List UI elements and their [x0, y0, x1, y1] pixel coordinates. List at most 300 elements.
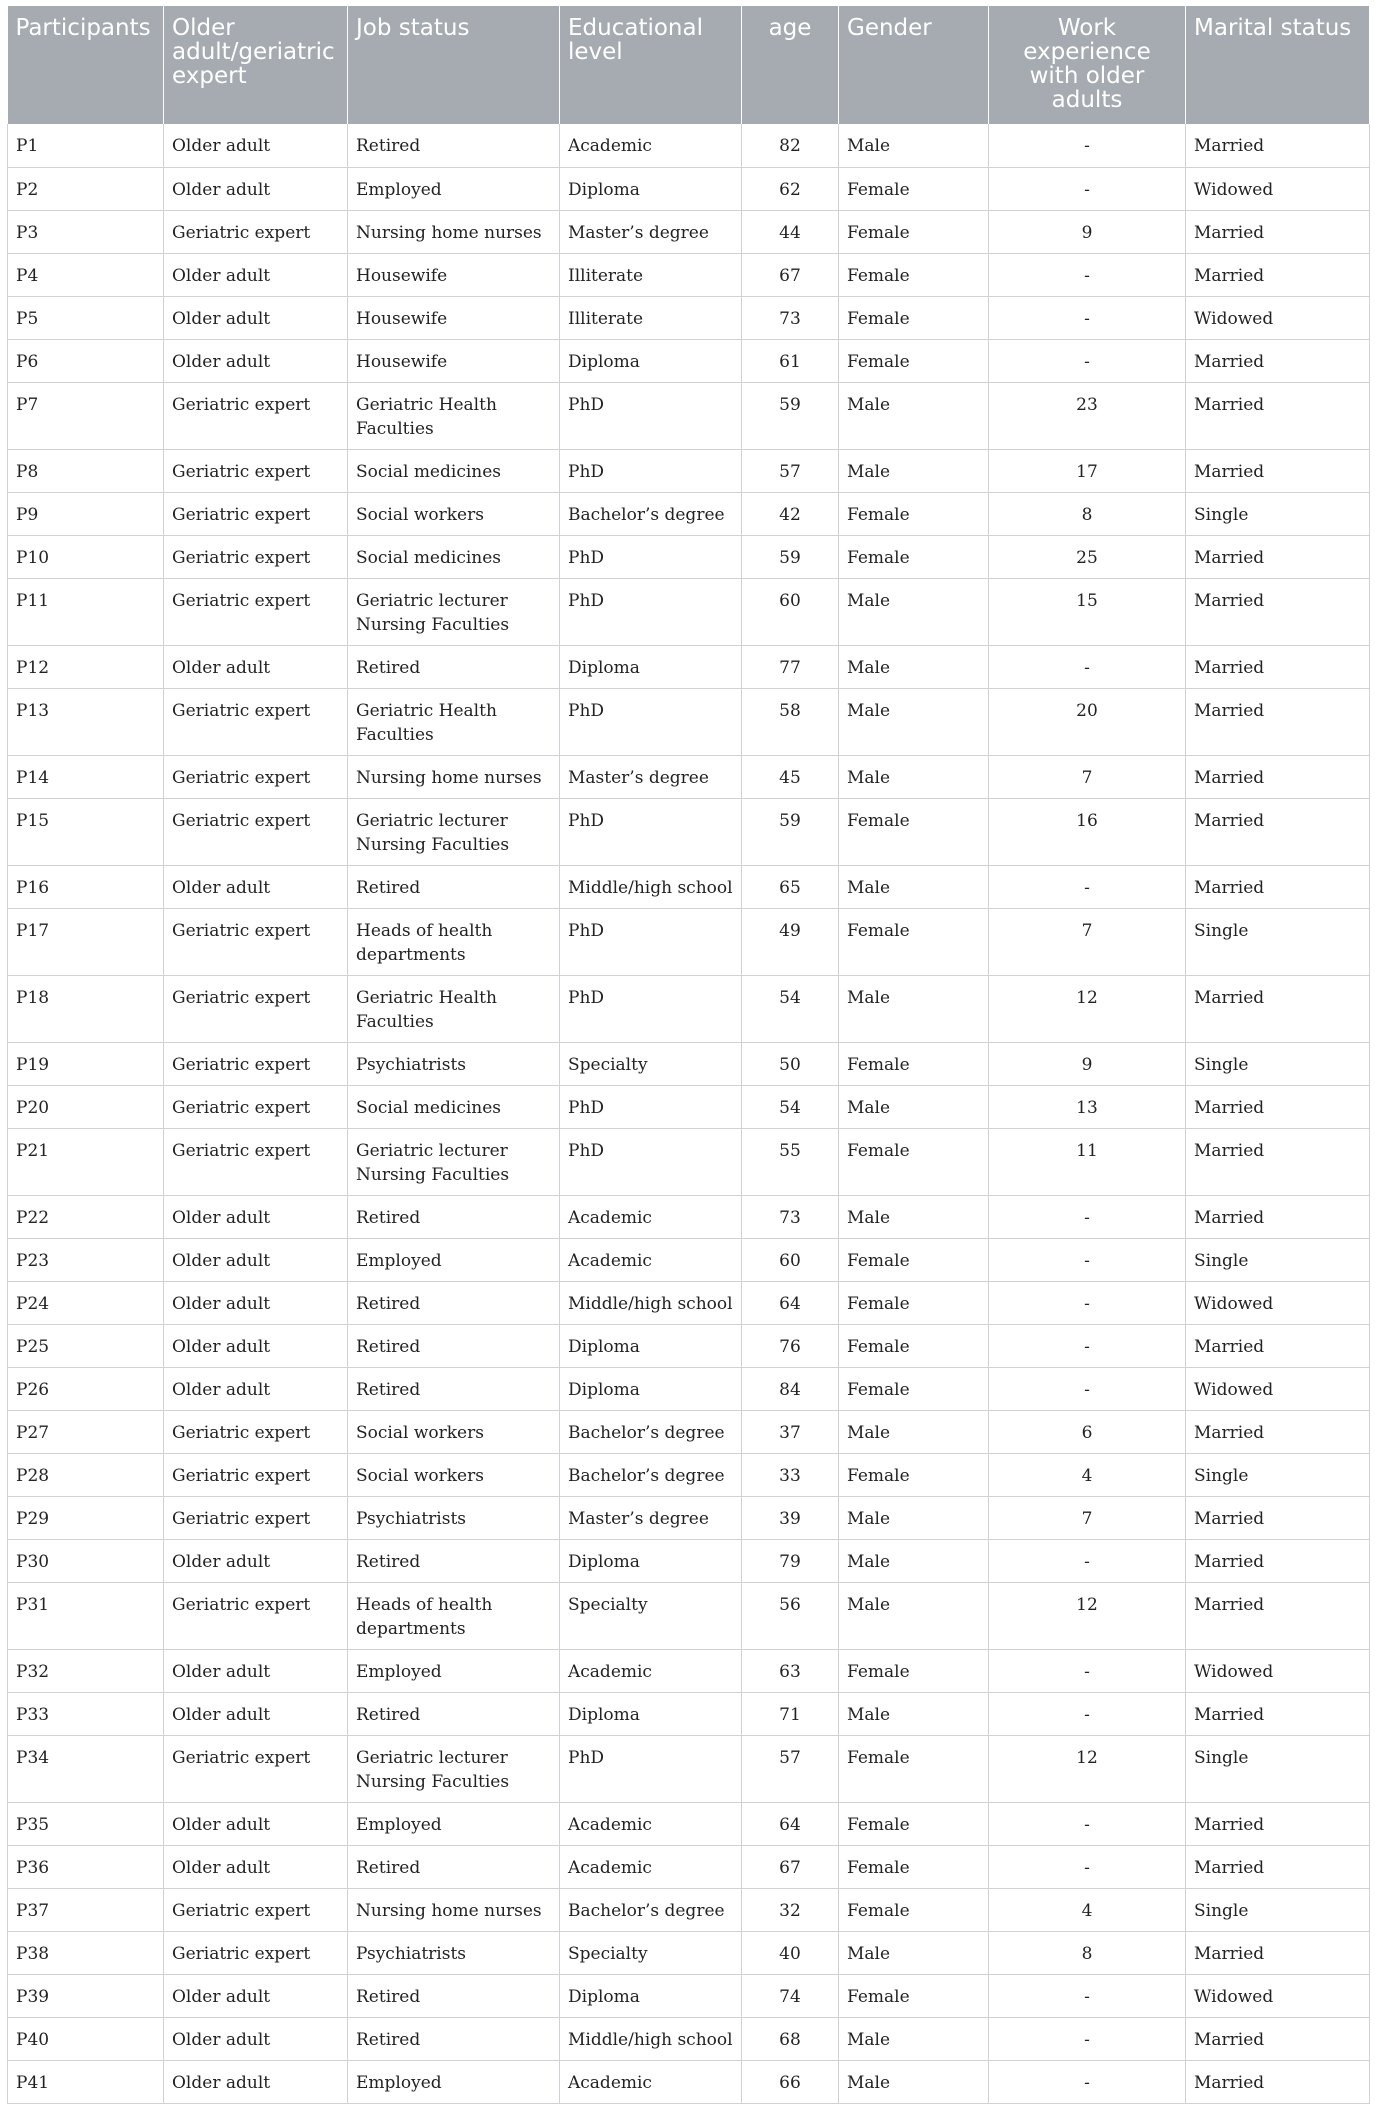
cell-marital-status: Married	[1186, 798, 1370, 865]
cell-work-experience: 4	[989, 1888, 1186, 1931]
cell-marital-status: Married	[1186, 253, 1370, 296]
cell-job-status: Housewife	[348, 253, 560, 296]
cell-gender: Female	[839, 1845, 989, 1888]
cell-work-experience: -	[989, 339, 1186, 382]
header-participants: Participants	[8, 6, 164, 124]
cell-work-experience: 9	[989, 210, 1186, 253]
cell-work-experience: -	[989, 2017, 1186, 2060]
cell-group: Geriatric expert	[164, 798, 348, 865]
cell-age: 63	[742, 1649, 839, 1692]
cell-age: 49	[742, 908, 839, 975]
cell-educational-level: Master’s degree	[560, 210, 742, 253]
cell-marital-status: Married	[1186, 1128, 1370, 1195]
cell-educational-level: PhD	[560, 1128, 742, 1195]
cell-work-experience: -	[989, 1195, 1186, 1238]
cell-job-status: Retired	[348, 2017, 560, 2060]
cell-educational-level: PhD	[560, 1735, 742, 1802]
cell-job-status: Employed	[348, 1802, 560, 1845]
cell-group: Geriatric expert	[164, 1042, 348, 1085]
cell-job-status: Retired	[348, 1539, 560, 1582]
cell-job-status: Retired	[348, 1974, 560, 2017]
cell-work-experience: -	[989, 1238, 1186, 1281]
cell-educational-level: Illiterate	[560, 253, 742, 296]
cell-marital-status: Married	[1186, 1410, 1370, 1453]
cell-marital-status: Married	[1186, 1539, 1370, 1582]
cell-age: 59	[742, 382, 839, 449]
cell-group: Geriatric expert	[164, 1735, 348, 1802]
cell-educational-level: PhD	[560, 975, 742, 1042]
cell-work-experience: 15	[989, 578, 1186, 645]
cell-marital-status: Widowed	[1186, 1974, 1370, 2017]
cell-participant-id: P41	[8, 2060, 164, 2103]
table-row	[8, 1735, 1370, 1802]
cell-work-experience: -	[989, 1649, 1186, 1692]
cell-participant-id: P4	[8, 253, 164, 296]
cell-educational-level: Academic	[560, 1802, 742, 1845]
cell-work-experience: -	[989, 1692, 1186, 1735]
cell-group: Geriatric expert	[164, 535, 348, 578]
cell-gender: Female	[839, 1649, 989, 1692]
table-row	[8, 798, 1370, 865]
cell-age: 56	[742, 1582, 839, 1649]
cell-group: Geriatric expert	[164, 210, 348, 253]
cell-work-experience: -	[989, 1845, 1186, 1888]
cell-age: 58	[742, 688, 839, 755]
cell-gender: Male	[839, 1692, 989, 1735]
cell-gender: Female	[839, 296, 989, 339]
cell-participant-id: P6	[8, 339, 164, 382]
cell-group: Older adult	[164, 167, 348, 210]
cell-age: 73	[742, 296, 839, 339]
cell-educational-level: Middle/high school	[560, 1281, 742, 1324]
cell-educational-level: Academic	[560, 2060, 742, 2103]
cell-age: 55	[742, 1128, 839, 1195]
cell-age: 62	[742, 167, 839, 210]
table-row	[8, 124, 1370, 167]
cell-participant-id: P21	[8, 1128, 164, 1195]
table-row	[8, 1582, 1370, 1649]
cell-job-status: Employed	[348, 2060, 560, 2103]
cell-gender: Male	[839, 1496, 989, 1539]
cell-work-experience: 8	[989, 1931, 1186, 1974]
cell-educational-level: Diploma	[560, 1692, 742, 1735]
table-row	[8, 1085, 1370, 1128]
cell-job-status: Social workers	[348, 1453, 560, 1496]
cell-job-status: Nursing home nurses	[348, 755, 560, 798]
cell-age: 61	[742, 339, 839, 382]
cell-job-status: Retired	[348, 1367, 560, 1410]
cell-gender: Female	[839, 1324, 989, 1367]
cell-participant-id: P30	[8, 1539, 164, 1582]
cell-participant-id: P34	[8, 1735, 164, 1802]
cell-marital-status: Married	[1186, 535, 1370, 578]
header-group: Older adult/geriatric expert	[164, 6, 348, 124]
cell-age: 54	[742, 1085, 839, 1128]
cell-educational-level: Diploma	[560, 167, 742, 210]
cell-gender: Male	[839, 755, 989, 798]
cell-educational-level: Specialty	[560, 1042, 742, 1085]
table-row	[8, 1042, 1370, 1085]
table-row	[8, 1281, 1370, 1324]
cell-group: Older adult	[164, 1649, 348, 1692]
cell-marital-status: Single	[1186, 1453, 1370, 1496]
cell-group: Geriatric expert	[164, 908, 348, 975]
cell-marital-status: Married	[1186, 210, 1370, 253]
cell-job-status: Retired	[348, 1845, 560, 1888]
header-gender: Gender	[839, 6, 989, 124]
cell-work-experience: 7	[989, 1496, 1186, 1539]
cell-age: 64	[742, 1281, 839, 1324]
cell-group: Geriatric expert	[164, 578, 348, 645]
cell-group: Geriatric expert	[164, 1128, 348, 1195]
table-row	[8, 2017, 1370, 2060]
header-age: age	[742, 6, 839, 124]
cell-gender: Female	[839, 1128, 989, 1195]
cell-educational-level: Master’s degree	[560, 755, 742, 798]
cell-age: 54	[742, 975, 839, 1042]
cell-gender: Female	[839, 1238, 989, 1281]
cell-participant-id: P13	[8, 688, 164, 755]
table-row	[8, 1128, 1370, 1195]
cell-gender: Male	[839, 688, 989, 755]
table-row	[8, 339, 1370, 382]
cell-age: 45	[742, 755, 839, 798]
cell-job-status: Housewife	[348, 339, 560, 382]
cell-marital-status: Single	[1186, 1735, 1370, 1802]
cell-work-experience: -	[989, 865, 1186, 908]
cell-educational-level: Academic	[560, 124, 742, 167]
cell-group: Geriatric expert	[164, 382, 348, 449]
cell-educational-level: Illiterate	[560, 296, 742, 339]
cell-job-status: Geriatric lecturer Nursing Faculties	[348, 1735, 560, 1802]
table-row	[8, 1931, 1370, 1974]
cell-educational-level: Diploma	[560, 1367, 742, 1410]
cell-group: Geriatric expert	[164, 449, 348, 492]
cell-participant-id: P8	[8, 449, 164, 492]
cell-job-status: Employed	[348, 1238, 560, 1281]
cell-participant-id: P35	[8, 1802, 164, 1845]
cell-work-experience: -	[989, 296, 1186, 339]
cell-educational-level: PhD	[560, 382, 742, 449]
cell-participant-id: P26	[8, 1367, 164, 1410]
cell-participant-id: P39	[8, 1974, 164, 2017]
cell-educational-level: PhD	[560, 688, 742, 755]
cell-age: 59	[742, 798, 839, 865]
cell-marital-status: Married	[1186, 124, 1370, 167]
cell-gender: Male	[839, 449, 989, 492]
table-row	[8, 578, 1370, 645]
cell-age: 42	[742, 492, 839, 535]
cell-group: Older adult	[164, 1324, 348, 1367]
cell-group: Older adult	[164, 339, 348, 382]
cell-group: Older adult	[164, 1845, 348, 1888]
table-row	[8, 535, 1370, 578]
cell-age: 37	[742, 1410, 839, 1453]
cell-job-status: Retired	[348, 124, 560, 167]
cell-age: 84	[742, 1367, 839, 1410]
cell-age: 39	[742, 1496, 839, 1539]
cell-group: Older adult	[164, 865, 348, 908]
cell-age: 65	[742, 865, 839, 908]
cell-educational-level: Diploma	[560, 339, 742, 382]
cell-age: 33	[742, 1453, 839, 1496]
cell-work-experience: -	[989, 1367, 1186, 1410]
table-row	[8, 1238, 1370, 1281]
cell-participant-id: P18	[8, 975, 164, 1042]
cell-marital-status: Widowed	[1186, 296, 1370, 339]
table-row	[8, 1802, 1370, 1845]
cell-work-experience: 25	[989, 535, 1186, 578]
cell-marital-status: Widowed	[1186, 1281, 1370, 1324]
cell-gender: Female	[839, 798, 989, 865]
cell-participant-id: P19	[8, 1042, 164, 1085]
cell-job-status: Geriatric Health Faculties	[348, 382, 560, 449]
cell-age: 76	[742, 1324, 839, 1367]
table-row	[8, 908, 1370, 975]
cell-job-status: Social workers	[348, 1410, 560, 1453]
cell-educational-level: PhD	[560, 798, 742, 865]
cell-educational-level: PhD	[560, 535, 742, 578]
table-row	[8, 1367, 1370, 1410]
cell-participant-id: P2	[8, 167, 164, 210]
cell-gender: Male	[839, 2017, 989, 2060]
cell-marital-status: Married	[1186, 2060, 1370, 2103]
cell-gender: Female	[839, 908, 989, 975]
cell-job-status: Nursing home nurses	[348, 1888, 560, 1931]
cell-job-status: Social medicines	[348, 1085, 560, 1128]
cell-educational-level: Specialty	[560, 1931, 742, 1974]
cell-work-experience: 8	[989, 492, 1186, 535]
table-row	[8, 865, 1370, 908]
cell-marital-status: Married	[1186, 975, 1370, 1042]
cell-educational-level: Academic	[560, 1845, 742, 1888]
cell-gender: Male	[839, 1582, 989, 1649]
cell-marital-status: Single	[1186, 1888, 1370, 1931]
cell-gender: Male	[839, 124, 989, 167]
cell-educational-level: Academic	[560, 1649, 742, 1692]
table-row	[8, 167, 1370, 210]
cell-group: Geriatric expert	[164, 1931, 348, 1974]
cell-job-status: Retired	[348, 1324, 560, 1367]
cell-marital-status: Married	[1186, 1845, 1370, 1888]
cell-work-experience: -	[989, 253, 1186, 296]
cell-marital-status: Married	[1186, 449, 1370, 492]
cell-gender: Female	[839, 253, 989, 296]
cell-work-experience: -	[989, 1539, 1186, 1582]
cell-marital-status: Married	[1186, 578, 1370, 645]
cell-gender: Female	[839, 1042, 989, 1085]
cell-participant-id: P1	[8, 124, 164, 167]
cell-participant-id: P25	[8, 1324, 164, 1367]
cell-group: Older adult	[164, 1974, 348, 2017]
cell-participant-id: P29	[8, 1496, 164, 1539]
cell-group: Geriatric expert	[164, 1582, 348, 1649]
cell-gender: Male	[839, 1085, 989, 1128]
table-row	[8, 253, 1370, 296]
cell-work-experience: 11	[989, 1128, 1186, 1195]
cell-gender: Male	[839, 382, 989, 449]
table-row	[8, 1845, 1370, 1888]
cell-gender: Male	[839, 865, 989, 908]
cell-work-experience: 16	[989, 798, 1186, 865]
cell-participant-id: P7	[8, 382, 164, 449]
cell-participant-id: P9	[8, 492, 164, 535]
cell-marital-status: Single	[1186, 1238, 1370, 1281]
cell-job-status: Housewife	[348, 296, 560, 339]
cell-work-experience: 12	[989, 1735, 1186, 1802]
cell-age: 40	[742, 1931, 839, 1974]
cell-work-experience: 13	[989, 1085, 1186, 1128]
cell-marital-status: Married	[1186, 2017, 1370, 2060]
cell-participant-id: P3	[8, 210, 164, 253]
cell-marital-status: Married	[1186, 382, 1370, 449]
cell-age: 74	[742, 1974, 839, 2017]
cell-participant-id: P5	[8, 296, 164, 339]
cell-participant-id: P32	[8, 1649, 164, 1692]
table-row	[8, 210, 1370, 253]
cell-educational-level: PhD	[560, 578, 742, 645]
cell-work-experience: 12	[989, 975, 1186, 1042]
cell-gender: Male	[839, 578, 989, 645]
cell-participant-id: P15	[8, 798, 164, 865]
cell-group: Older adult	[164, 1539, 348, 1582]
table-row	[8, 1692, 1370, 1735]
cell-marital-status: Widowed	[1186, 167, 1370, 210]
cell-age: 67	[742, 253, 839, 296]
cell-educational-level: PhD	[560, 908, 742, 975]
cell-group: Geriatric expert	[164, 1888, 348, 1931]
cell-job-status: Employed	[348, 1649, 560, 1692]
table-row	[8, 645, 1370, 688]
cell-participant-id: P33	[8, 1692, 164, 1735]
cell-age: 64	[742, 1802, 839, 1845]
cell-educational-level: PhD	[560, 449, 742, 492]
cell-participant-id: P20	[8, 1085, 164, 1128]
cell-group: Geriatric expert	[164, 975, 348, 1042]
cell-participant-id: P37	[8, 1888, 164, 1931]
cell-age: 60	[742, 1238, 839, 1281]
cell-marital-status: Married	[1186, 1496, 1370, 1539]
table-row	[8, 755, 1370, 798]
table-row	[8, 1888, 1370, 1931]
cell-marital-status: Married	[1186, 1324, 1370, 1367]
cell-group: Older adult	[164, 645, 348, 688]
cell-work-experience: 23	[989, 382, 1186, 449]
cell-work-experience: -	[989, 1324, 1186, 1367]
cell-job-status: Geriatric lecturer Nursing Faculties	[348, 798, 560, 865]
cell-group: Older adult	[164, 1802, 348, 1845]
table-row	[8, 1410, 1370, 1453]
cell-work-experience: -	[989, 167, 1186, 210]
cell-age: 57	[742, 1735, 839, 1802]
cell-educational-level: Middle/high school	[560, 2017, 742, 2060]
cell-group: Geriatric expert	[164, 1410, 348, 1453]
table-header-row	[8, 6, 1370, 124]
cell-participant-id: P36	[8, 1845, 164, 1888]
table-row	[8, 688, 1370, 755]
cell-participant-id: P28	[8, 1453, 164, 1496]
cell-gender: Female	[839, 1974, 989, 2017]
cell-work-experience: 12	[989, 1582, 1186, 1649]
cell-marital-status: Married	[1186, 1195, 1370, 1238]
cell-job-status: Nursing home nurses	[348, 210, 560, 253]
cell-job-status: Employed	[348, 167, 560, 210]
table-row	[8, 449, 1370, 492]
cell-age: 68	[742, 2017, 839, 2060]
participants-table	[7, 6, 1370, 2104]
cell-work-experience: -	[989, 124, 1186, 167]
cell-age: 50	[742, 1042, 839, 1085]
table-row	[8, 492, 1370, 535]
cell-job-status: Geriatric lecturer Nursing Faculties	[348, 578, 560, 645]
cell-marital-status: Married	[1186, 1582, 1370, 1649]
cell-group: Older adult	[164, 1692, 348, 1735]
cell-educational-level: Diploma	[560, 645, 742, 688]
cell-job-status: Retired	[348, 1692, 560, 1735]
cell-group: Older adult	[164, 1281, 348, 1324]
cell-age: 59	[742, 535, 839, 578]
cell-participant-id: P14	[8, 755, 164, 798]
cell-job-status: Psychiatrists	[348, 1931, 560, 1974]
cell-group: Geriatric expert	[164, 688, 348, 755]
cell-educational-level: Diploma	[560, 1324, 742, 1367]
cell-educational-level: PhD	[560, 1085, 742, 1128]
cell-work-experience: -	[989, 1281, 1186, 1324]
table-row	[8, 1453, 1370, 1496]
table-row	[8, 2060, 1370, 2103]
cell-gender: Male	[839, 975, 989, 1042]
cell-participant-id: P31	[8, 1582, 164, 1649]
cell-gender: Male	[839, 645, 989, 688]
cell-participant-id: P38	[8, 1931, 164, 1974]
cell-marital-status: Single	[1186, 492, 1370, 535]
cell-work-experience: -	[989, 645, 1186, 688]
table-row	[8, 296, 1370, 339]
table-row	[8, 1539, 1370, 1582]
header-job-status: Job status	[348, 6, 560, 124]
cell-gender: Female	[839, 339, 989, 382]
cell-age: 32	[742, 1888, 839, 1931]
cell-group: Geriatric expert	[164, 1453, 348, 1496]
cell-educational-level: Diploma	[560, 1539, 742, 1582]
cell-age: 79	[742, 1539, 839, 1582]
cell-educational-level: Bachelor’s degree	[560, 1453, 742, 1496]
table-row	[8, 1649, 1370, 1692]
cell-group: Older adult	[164, 1195, 348, 1238]
cell-job-status: Social medicines	[348, 535, 560, 578]
header-educational-level: Educational level	[560, 6, 742, 124]
table-row	[8, 975, 1370, 1042]
cell-participant-id: P10	[8, 535, 164, 578]
cell-age: 60	[742, 578, 839, 645]
cell-job-status: Social medicines	[348, 449, 560, 492]
cell-marital-status: Single	[1186, 908, 1370, 975]
cell-marital-status: Married	[1186, 1692, 1370, 1735]
cell-group: Geriatric expert	[164, 755, 348, 798]
cell-work-experience: 6	[989, 1410, 1186, 1453]
cell-participant-id: P12	[8, 645, 164, 688]
cell-work-experience: 4	[989, 1453, 1186, 1496]
cell-work-experience: 7	[989, 908, 1186, 975]
table-row	[8, 1496, 1370, 1539]
cell-marital-status: Married	[1186, 865, 1370, 908]
cell-marital-status: Single	[1186, 1042, 1370, 1085]
cell-age: 71	[742, 1692, 839, 1735]
cell-work-experience: 17	[989, 449, 1186, 492]
cell-participant-id: P11	[8, 578, 164, 645]
cell-work-experience: -	[989, 1802, 1186, 1845]
cell-job-status: Psychiatrists	[348, 1496, 560, 1539]
